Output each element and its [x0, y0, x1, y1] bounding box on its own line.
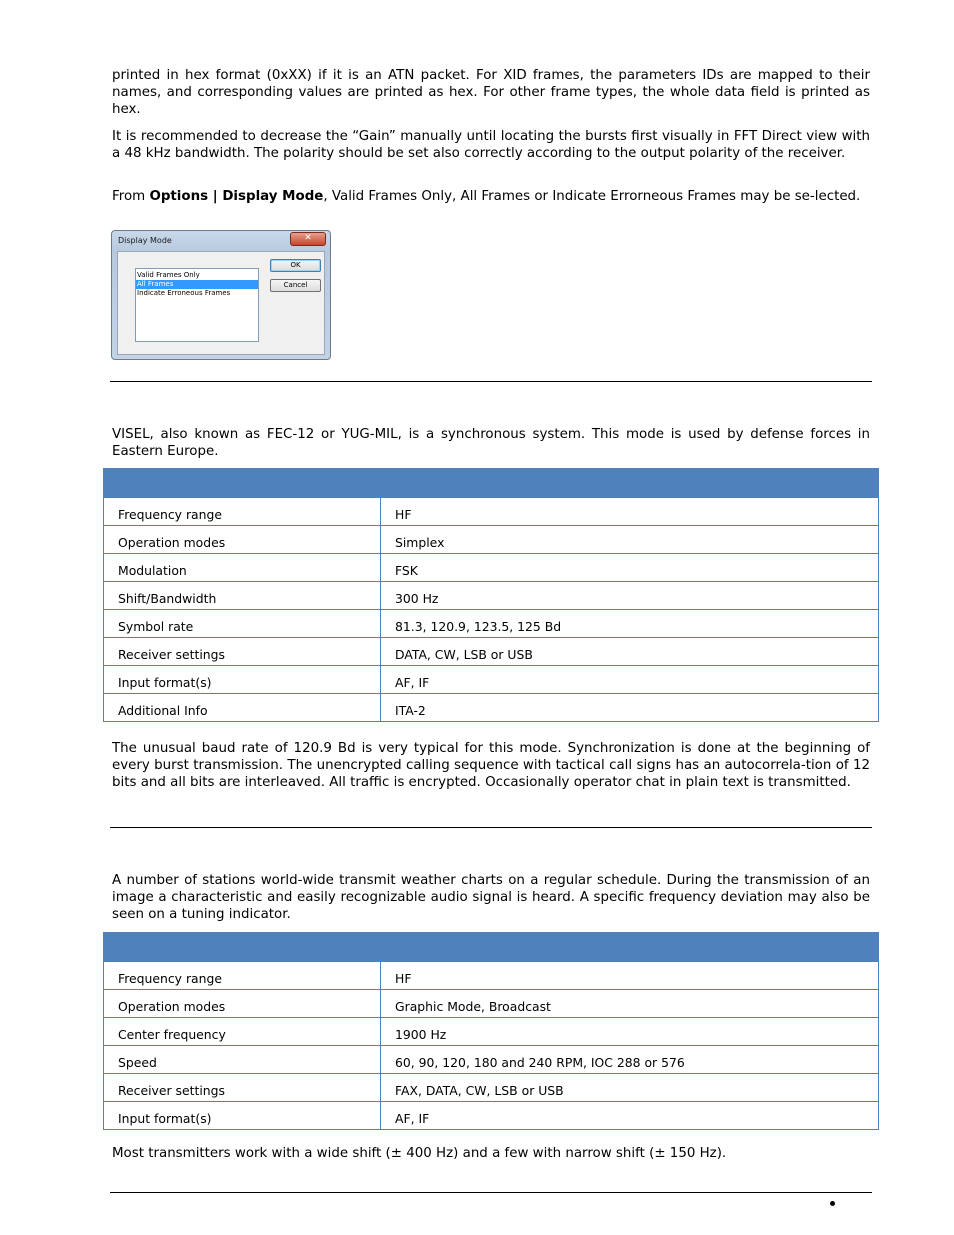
table-row	[104, 666, 879, 694]
table-cell-key: Frequency range	[104, 962, 381, 990]
table-row	[104, 610, 879, 638]
list-item-erroneous-frames[interactable]: Indicate Erroneous Frames	[137, 289, 231, 297]
table-cell-key: Additional Info	[104, 694, 381, 722]
paragraph-fax-notes: Most transmitters work with a wide shift (± 400 Hz) and a few with narrow shift (± 150 Hz).	[112, 1146, 727, 1161]
table-cell-value: AF, IF	[381, 1102, 879, 1130]
section-divider	[110, 381, 872, 382]
table-cell-key: Receiver settings	[104, 638, 381, 666]
table-row	[104, 1074, 879, 1102]
dialog-title: Display Mode	[118, 236, 172, 245]
table-row	[104, 638, 879, 666]
table-header	[104, 469, 879, 498]
table-cell-key: Frequency range	[104, 498, 381, 526]
table-cell-value: HF	[381, 498, 879, 526]
fax-spec-table	[103, 932, 879, 1130]
table-cell-key: Symbol rate	[104, 610, 381, 638]
table-cell-value: 60, 90, 120, 180 and 240 RPM, IOC 288 or 576	[381, 1046, 879, 1074]
display-mode-text-before: From	[112, 189, 150, 204]
table-cell-value: HF	[381, 962, 879, 990]
table-row	[104, 1102, 879, 1130]
table-row	[104, 962, 879, 990]
table-row	[104, 554, 879, 582]
table-cell-key: Operation modes	[104, 990, 381, 1018]
cancel-button[interactable]: Cancel	[270, 279, 321, 292]
table-cell-key: Center frequency	[104, 1018, 381, 1046]
table-row	[104, 990, 879, 1018]
table-cell-value: 1900 Hz	[381, 1018, 879, 1046]
table-row	[104, 498, 879, 526]
paragraph-display-mode	[112, 188, 870, 205]
footer-bullet-icon	[830, 1201, 835, 1206]
paragraph-hex-format: printed in hex format (0xXX) if it is an ATN packet. For XID frames, the parameters IDs are mapped to their names, and corresponding values are printed as hex. For other frame types, the whole data field is printed as hex.	[112, 68, 870, 117]
table-cell-value: DATA, CW, LSB or USB	[381, 638, 879, 666]
table-cell-key: Modulation	[104, 554, 381, 582]
display-mode-menu-path: Options | Display Mode	[149, 189, 324, 204]
visel-spec-table	[103, 468, 879, 722]
table-cell-key: Receiver settings	[104, 1074, 381, 1102]
table-cell-value: Simplex	[381, 526, 879, 554]
paragraph-fax-intro: A number of stations world-wide transmit weather charts on a regular schedule. During the transmission of an image a characteristic and easily recognizable audio signal is heard. A specific frequency deviation may also be seen on a tuning indicator.	[112, 873, 870, 922]
section-divider	[110, 827, 872, 828]
table-cell-value: 81.3, 120.9, 123.5, 125 Bd	[381, 610, 879, 638]
table-cell-value: ITA-2	[381, 694, 879, 722]
table-cell-value: AF, IF	[381, 666, 879, 694]
table-cell-value: 300 Hz	[381, 582, 879, 610]
table-cell-value: Graphic Mode, Broadcast	[381, 990, 879, 1018]
display-mode-text-after: , Valid Frames Only, All Frames or Indicate Errorneous Frames may be se-lected.	[323, 189, 861, 204]
table-cell-key: Input format(s)	[104, 666, 381, 694]
display-mode-listbox[interactable]	[135, 268, 259, 342]
list-item-valid-frames[interactable]: Valid Frames Only	[137, 271, 200, 279]
table-row	[104, 1046, 879, 1074]
footer-divider	[110, 1192, 872, 1193]
close-icon[interactable]: ✕	[290, 232, 326, 246]
table-cell-key: Operation modes	[104, 526, 381, 554]
dialog-body	[117, 251, 325, 355]
paragraph-visel-intro: VISEL, also known as FEC-12 or YUG-MIL, is a synchronous system. This mode is used by defense forces in Eastern Europe.	[112, 427, 870, 459]
table-cell-value: FAX, DATA, CW, LSB or USB	[381, 1074, 879, 1102]
table-cell-key: Input format(s)	[104, 1102, 381, 1130]
table-row	[104, 526, 879, 554]
paragraph-gain-advice: It is recommended to decrease the “Gain” manually until locating the bursts first visually in FFT Direct view with a 48 kHz bandwidth. The polarity should be set also correctly according to the output polarity of the receiver.	[112, 129, 870, 161]
table-cell-value: FSK	[381, 554, 879, 582]
table-cell-key: Speed	[104, 1046, 381, 1074]
table-row	[104, 1018, 879, 1046]
table-cell-key: Shift/Bandwidth	[104, 582, 381, 610]
paragraph-visel-notes: The unusual baud rate of 120.9 Bd is very typical for this mode. Synchronization is done at the beginning of every burst transmission. The unencrypted calling sequence with tactical call signs has an autocorrela-tion of 12 bits and all bits are interleaved. All traffic is encrypted. Occasionally operator chat in plain text is transmitted.	[112, 741, 870, 790]
ok-button[interactable]: OK	[270, 259, 321, 272]
table-row	[104, 582, 879, 610]
display-mode-dialog	[111, 230, 331, 360]
list-item-all-frames[interactable]: All Frames	[136, 280, 258, 289]
table-row	[104, 694, 879, 722]
table-header	[104, 933, 879, 962]
